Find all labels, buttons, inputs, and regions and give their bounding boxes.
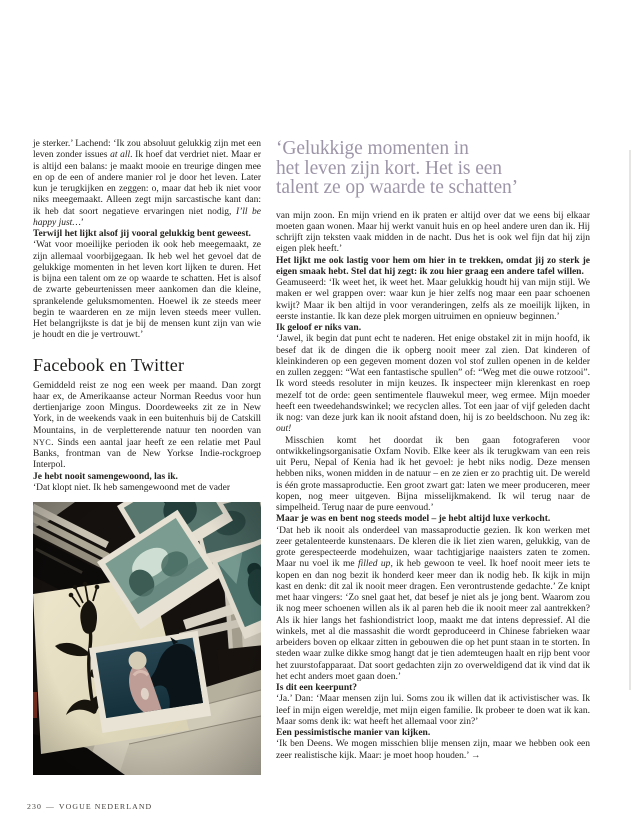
still-life-photo [33, 502, 261, 775]
body-paragraph: ‘Ja.’ Dan: ‘Maar mensen zijn lui. Soms zou ik willen dat ik activistischer was. Ik leef in mijn eigen wereldje, met mijn eigen familie. Ik probeer te doen wat ik kan. Maar soms denk ik: wat heeft het allemaal voor zin?’ [276, 694, 590, 727]
page-footer [27, 802, 152, 811]
page-edge-shadow [629, 150, 631, 690]
left-column [33, 139, 261, 775]
body-paragraph: ‘Dat klopt niet. Ik heb samengewoond met de vader [33, 482, 231, 493]
body-paragraph: je sterker.’ Lachend: ‘Ik zou absoluut gelukkig zijn met een leven zonder issues at all. Ik hoef dat verdriet niet. Maar er is altijd een balans: je maakt mooie en treurige dingen mee en op de een of andere manier rol je door het leven. Later kun je terugkijken en zeggen: o, maar dat heb ik niet voor niks meegemaakt. Alleen zegt mijn sarcastische kant dan: ik heb dat soort negatieve ervaringen niet nodig, I’ll be happy just…’ [33, 139, 262, 228]
interview-question: Je hebt nooit samengewoond, las ik. [33, 471, 178, 482]
section-heading: Facebook en Twitter [33, 354, 185, 375]
pull-quote-line: talent ze op waarde te schatten’ [276, 177, 519, 198]
left-column-text [33, 139, 261, 494]
body-paragraph: Geamuseerd: ‘Ik weet het, ik weet het. Maar gelukkig houdt hij van mijn stijl. We maken er wel grappen over: waar kun je hier zelfs nog maar een paar schoenen kwijt? Maar ik ben altijd in voor veranderingen, zelfs als ze moeilijk lijken, in eerste instantie. Ik kan deze plek morgen uitruimen en opnieuw beginnen.’ [276, 278, 590, 322]
pull-quote [276, 139, 590, 198]
footer-dash: — [46, 802, 55, 811]
body-paragraph: van mijn zoon. En mijn vriend en ik praten er altijd over dat we eens bij elkaar moeten gaan wonen. Maar hij werkt vanuit huis en op heel andere uren dan ik. Hij schrijft zijn teksten vaak midden in de nacht. Dus het is ook wel fijn dat hij zijn eigen plek heeft.’ [276, 210, 590, 255]
magazine-name: VOGUE NEDERLAND [58, 802, 153, 811]
body-paragraph: ‘Dat heb ik nooit als onderdeel van massaproductie gezien. Ik kon werken met zeer getalenteerde kunstenaars. De kleren die ik liet zien waren, gelukkig, van de grote gerespecteerde modehuizen, waar tachtigjarige naaisters zaten te zomen. Maar nu voel ik me filled up, ik heb gewoon te veel. Ik hoef nooit meer iets te kopen en dan nog bezit ik honderd keer meer dan ik nodig heb. Ik kijk in mijn kast en denk: dit zal ik nooit meer dragen. Een verontrustende gedachte.’ Ze knipt met haar vingers: ‘Zo snel gaat het, dat besef je niet als je jong bent. Waarom zou ik nog meer schoenen willen als ik al paren heb die ik nooit meer zal aantrekken? Als ik hier langs het fashiondistrict loop, maakt me dat intens depressief. Al die winkels, met al die massashit die wordt geproduceerd in Chinese fabrieken waar arbeiders boven op elkaar zitten in gebouwen die op het punt staan in te storten. In steden waar zulke dikke smog hangt dat je tien ademteugen haalt en rijp bent voor het zuurstofapparaat. Dat soort gedachten zijn zo overweldigend dat ik vind dat ik het echt anders moet gaan doen.’ [276, 525, 590, 682]
body-paragraph: ‘Wat voor moeilijke perioden ik ook heb meegemaakt, ze zijn allemaal voorbijgegaan. Ik heb wel het gevoel dat de gelukkige momenten in het leven kort lijken te duren. Het is bijna een talent om ze op waarde te schatten. Het is alsof de zwarte gebeurtenissen meer aankomen dan die kleine, sprankelende geluksmomenten. Hoewel ik ze steeds meer begin te waarderen en ze mijn leven steeds meer vullen. Het belangrijkste is dat je bij de mensen kunt zijn van wie je houdt en die je vertrouwt.’ [33, 240, 261, 341]
interview-question: Terwijl het lijkt alsof jij vooral gelukkig bent geweest. [33, 229, 251, 239]
pull-quote-line: het leven zijn kort. Het is een [276, 157, 502, 179]
body-paragraph: ‘Jawel, ik begin dat punt echt te naderen. Het enige obstakel zit in mijn hoofd, ik besef dat ik de dingen die ik opberg nooit meer zal zien. Dat kinderen of kleinkinderen op een gegeven moment dozen vol stof zullen openen in de kelder en zullen zeggen: “Wat een fantastische spullen” of: “Weg met die ouwe rotzooi”. Ik word steeds resoluter in mijn keuzes. Ik inspecteer mijn klerenkast en roep mezelf tot de orde: geen sentimentele flauwekul meer, weg ermee. Mijn moeder heeft een tweedehandswinkel; we recyclen alles. Tot een jaar of vijf geleden dacht ik nog: van deze jurk kan ik nooit afstand doen, hij is zo beeldschoon. Nu zeg ik: out! [276, 334, 590, 435]
page-number: 230 [27, 802, 42, 811]
body-paragraph: Gemiddeld reist ze nog een week per maand. Dan zorgt haar ex, de Amerikaanse acteur Norman Reedus voor hun dertienjarige zoon Mingus. Doordeweeks zit ze in New York, in de weekends vaak in een buitenhuis bij de Catskill Mountains, in de verpletterende natuur ten noorden van NYC. Sinds een aantal jaar heeft ze een relatie met Paul Banks, frontman van de New Yorkse Indie-rockgroep Interpol. [33, 380, 261, 471]
pull-quote-line: ‘Gelukkige momenten in [276, 138, 469, 159]
interview-question: Een pessimistische manier van kijken. [276, 728, 431, 738]
interview-question: Maar je was en bent nog steeds model – je hebt altijd luxe verkocht. [276, 514, 551, 525]
right-column-text [276, 211, 590, 762]
polaroids-illustration [33, 502, 261, 775]
right-column [276, 139, 590, 762]
interview-question: Het lijkt me ook lastig voor hem om hier in te trekken, omdat jij zo sterk je eigen smaak hebt. Stel dat hij zegt: ik zou hier graag een andere tafel willen. [276, 255, 590, 277]
interview-question: Ik geloof er niks van. [276, 323, 362, 333]
body-paragraph: Misschien komt het doordat ik ben gaan fotograferen voor ontwikkelingsorganisatie Oxfam Novib. Elke keer als ik terugkwam van een reis uit Peru, Nepal of Kenia had ik het gevoel: je hebt niks nodig. Deze mensen hebben niks, wonen midden in de natuur – en ze zien er zo prachtig uit. De wereld is één grote massaproductie. Een groot zwart gat: laten we meer produceren, meer kopen, nog meer uitgeven. Bijna misselijkmakend. Ik wil terug naar de simpelheid. Terug naar de pure eenvoud.’ [276, 435, 590, 513]
interview-question: Is dit een keerpunt? [276, 683, 358, 693]
body-paragraph: ‘Ik ben Deens. We mogen misschien blije mensen zijn, maar we hebben ook een zeer realistische kijk. Maar: je moet hoop houden.’ → [276, 739, 590, 761]
